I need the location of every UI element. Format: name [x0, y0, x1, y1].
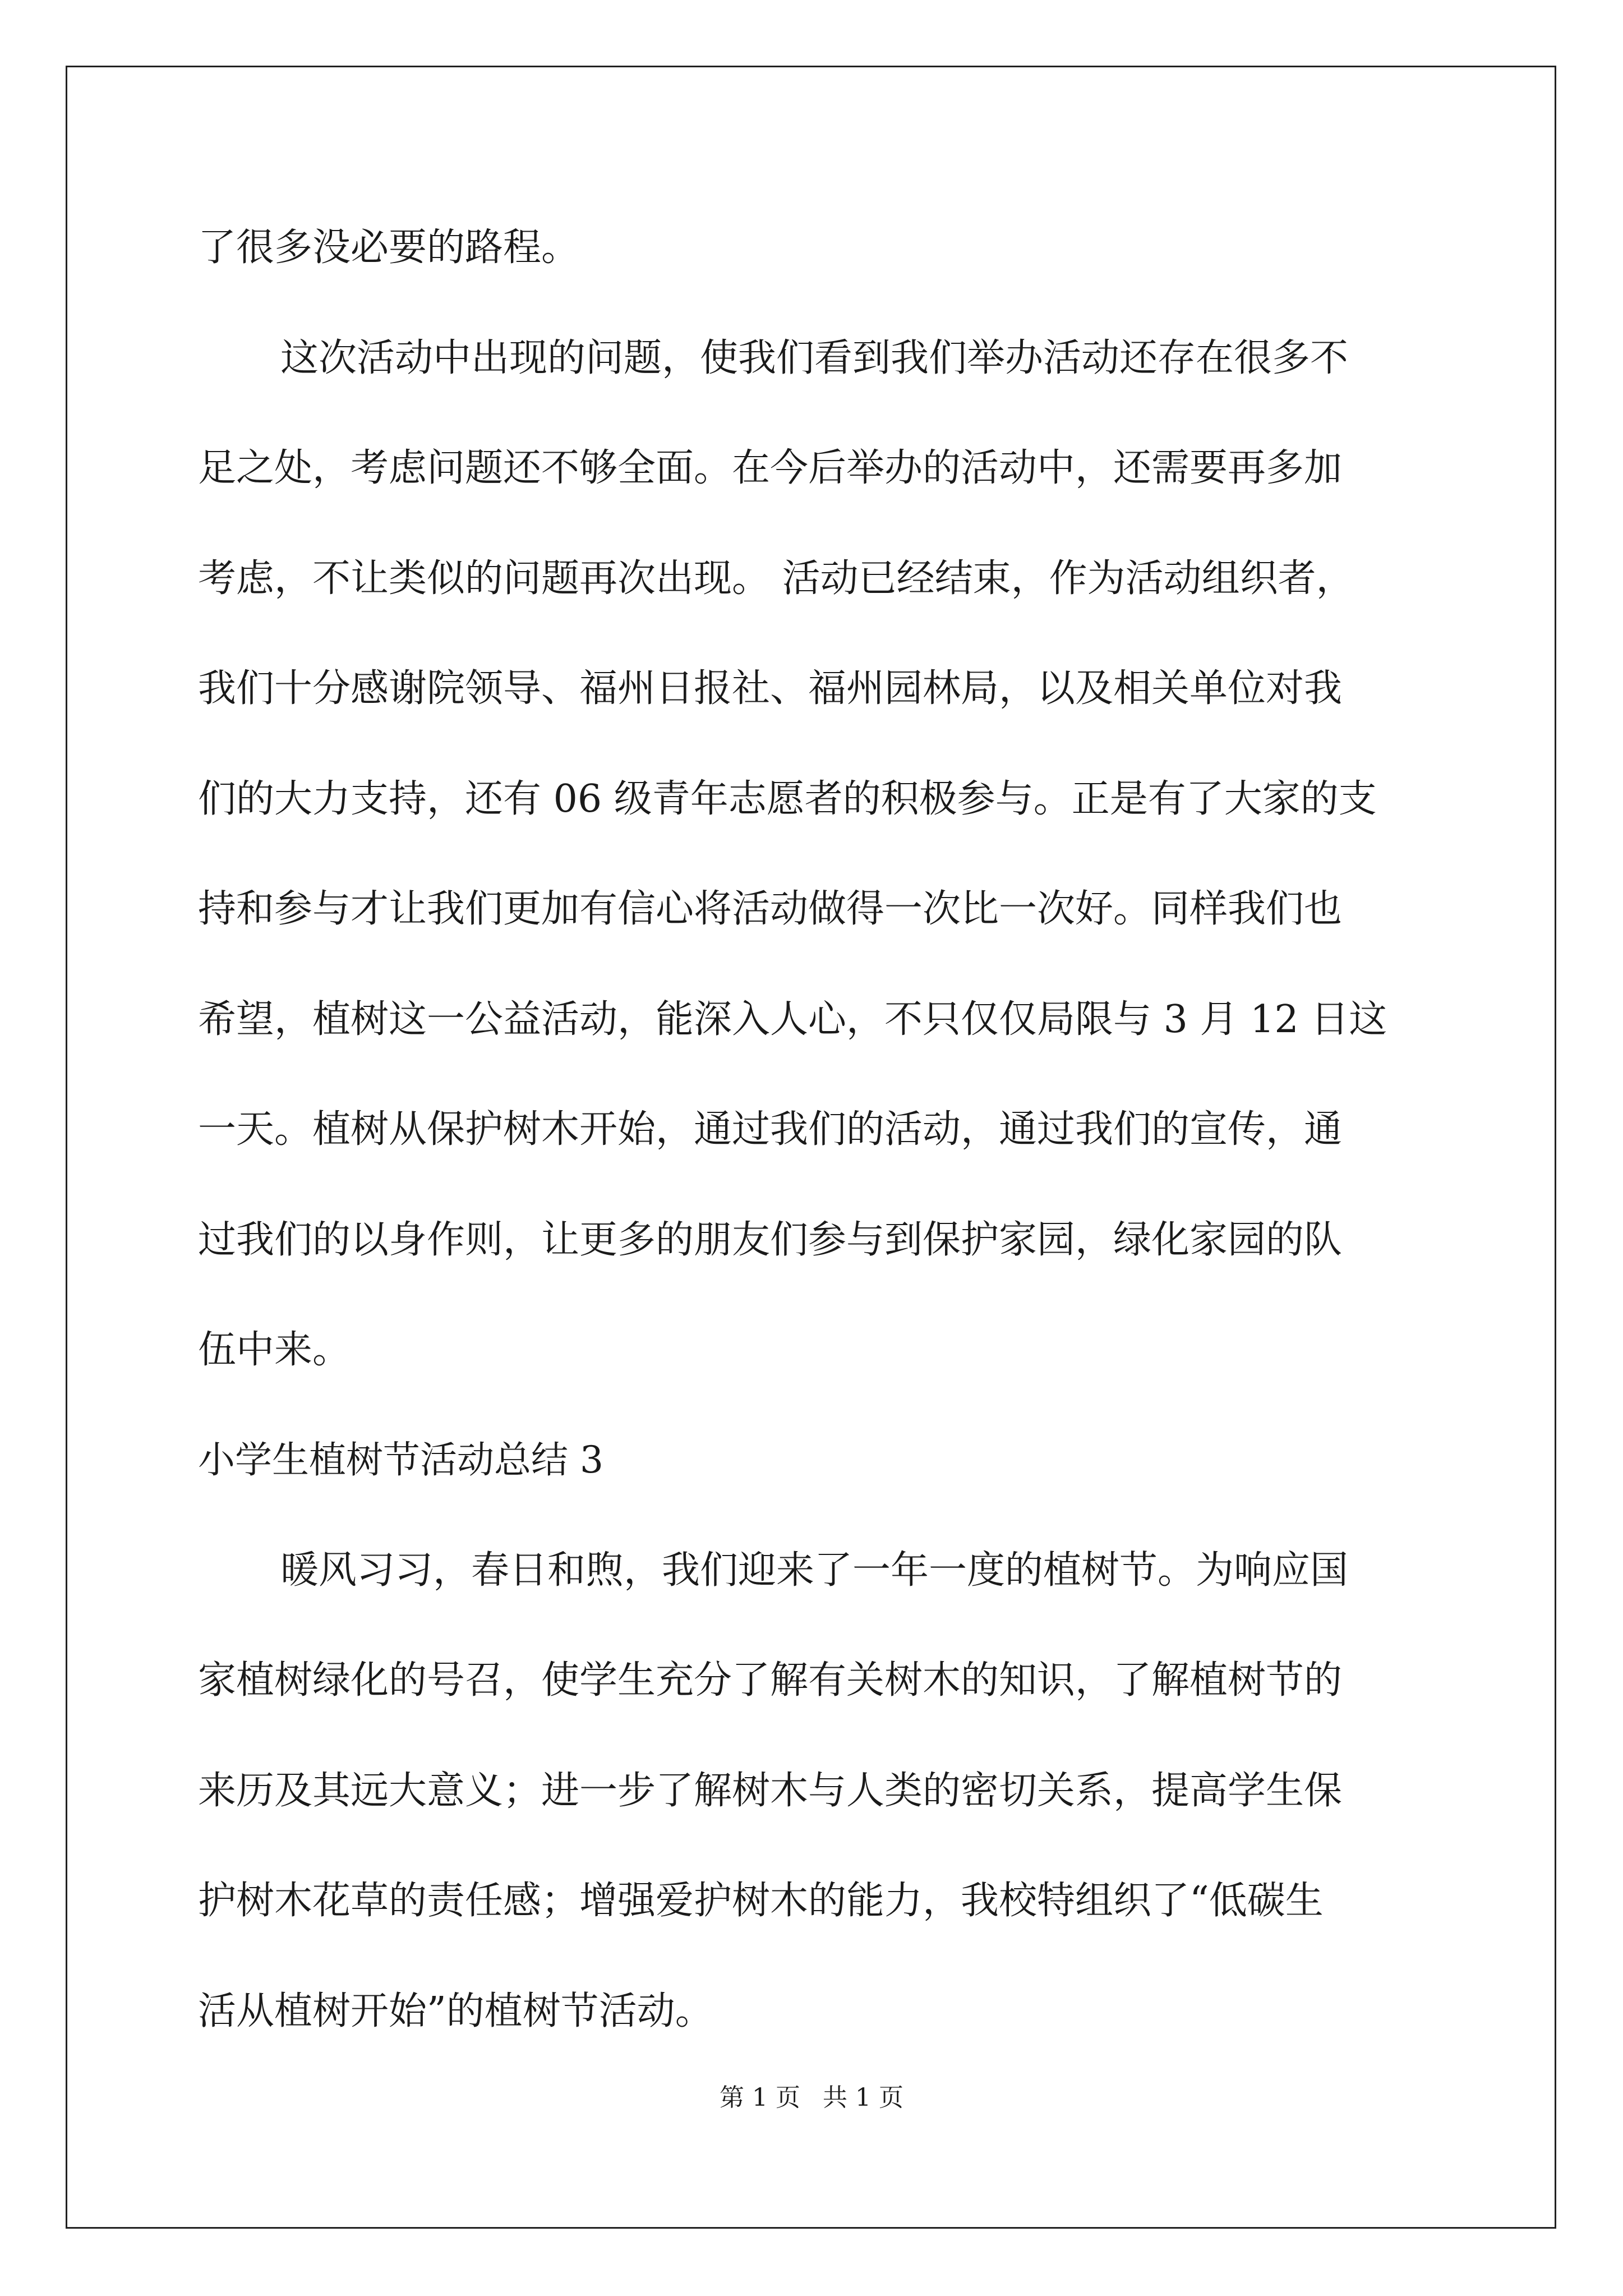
body-line: 伍中来。	[198, 1328, 351, 1372]
page-footer	[0, 2081, 1623, 2115]
body-line: 了很多没必要的路程。	[198, 226, 580, 270]
body-line: 家植树绿化的号召，使学生充分了解有关树木的知识，了解植树节的	[198, 1658, 1343, 1703]
paragraph-first-line: 这次活动中出现的问题，使我们看到我们举办活动还存在很多不	[280, 336, 1349, 380]
page-number: 第 1 页	[720, 2083, 800, 2112]
page-total: 共 1 页	[823, 2083, 903, 2112]
body-line: 希望，植树这一公益活动，能深入人心，不只仅仅局限与 3 月 12 日这	[198, 997, 1387, 1042]
body-line: 活从植树开始”的植树节活动。	[198, 1989, 713, 2033]
body-line: 持和参与才让我们更加有信心将活动做得一次比一次好。同样我们也	[198, 887, 1343, 931]
body-line: 一天。植树从保护树木开始，通过我们的活动，通过我们的宣传，通	[198, 1107, 1343, 1152]
body-line: 足之处，考虑问题还不够全面。在今后举办的活动中，还需要再多加	[198, 446, 1343, 490]
section-heading: 小学生植树节活动总结 3	[198, 1438, 603, 1481]
paragraph-first-line: 暖风习习，春日和煦，我们迎来了一年一度的植树节。为响应国	[280, 1548, 1349, 1593]
body-line: 我们十分感谢院领导、福州日报社、福州园林局，以及相关单位对我	[198, 666, 1343, 711]
body-line: 护树木花草的责任感；增强爱护树木的能力，我校特组织了“低碳生	[198, 1879, 1324, 1923]
body-line: 来历及其远大意义；进一步了解树木与人类的密切关系，提高学生保	[198, 1769, 1343, 1813]
body-line: 考虑，不让类似的问题再次出现。 活动已经结束，作为活动组织者，	[198, 556, 1354, 601]
body-line: 们的大力支持，还有 06 级青年志愿者的积极参与。正是有了大家的支	[198, 777, 1377, 821]
body-line: 过我们的以身作则，让更多的朋友们参与到保护家园，绿化家园的队	[198, 1218, 1343, 1262]
